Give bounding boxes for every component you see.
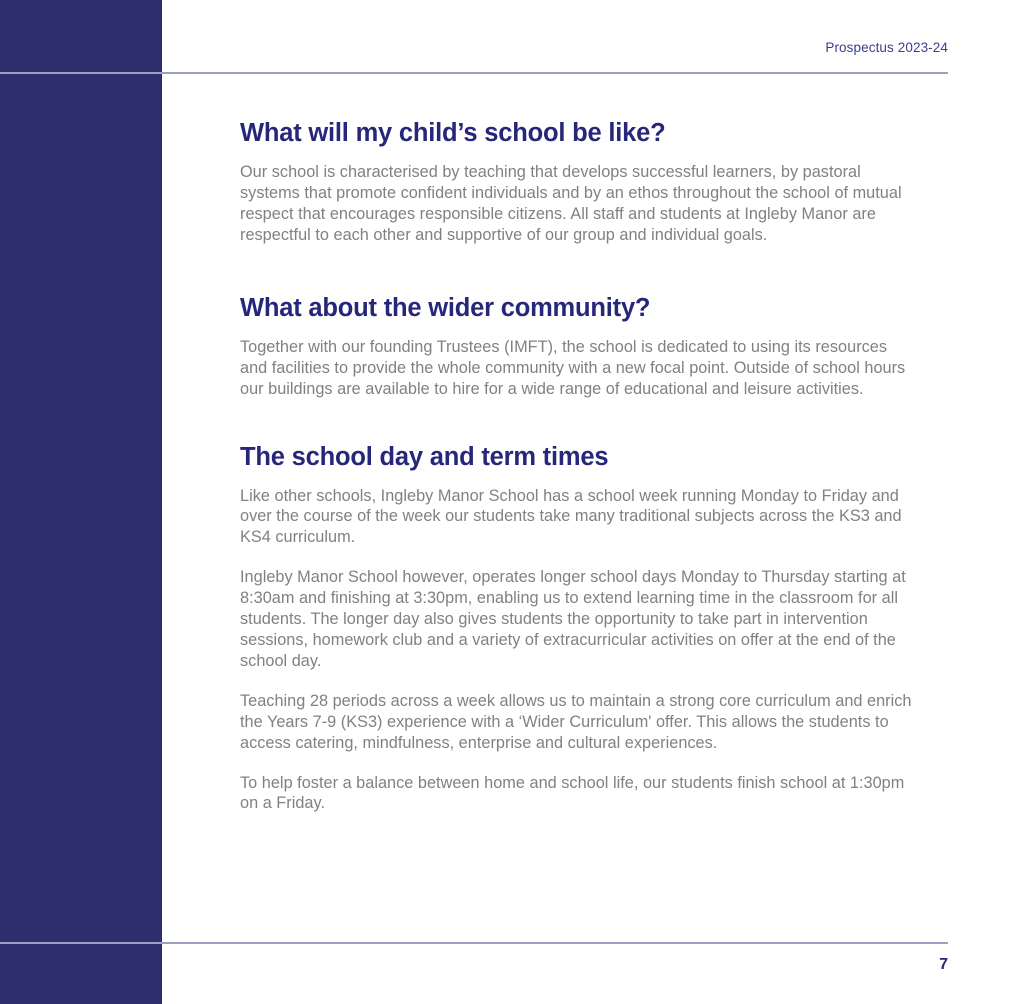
section-spacer [240,400,912,442]
section-spacer [240,246,912,293]
section-heading-school-day-term-times: The school day and term times [240,442,609,471]
footer-divider-rule [0,942,948,944]
section-paragraph: Our school is characterised by teaching that develops successful learners, by pastoral systems that promote confident individuals and by an ethos throughout the school of mutual respect that encourages responsible citizens. All staff and students at Ingleby Manor are respectful to each other and supportive of our group and individual goals. [240,163,902,244]
section-paragraph: Like other schools, Ingleby Manor School has a school week running Monday to Friday and over the course of the week our students take many traditional subjects across the KS3 and KS4 curriculum. [240,486,902,547]
page-number: 7 [939,956,948,973]
section-paragraph: To help foster a balance between home and school life, our students finish school at 1:30pm on a Friday. [240,773,905,813]
section-paragraph: Together with our founding Trustees (IMFT), the school is dedicated to using its resources and facilities to provide the whole community with a new focal point. Outside of school hours our buildings are available to hire for a wide range of educational and leisure activities. [240,337,906,398]
section-paragraph: Teaching 28 periods across a week allows us to maintain a strong core curriculum and enrich the Years 7-9 (KS3) experience with a ‘Wider Curriculum' offer. This allows the students to access catering, mindfulness, enterprise and cultural experiences. [240,691,912,752]
section-child-school [240,118,912,246]
section-wider-community [240,293,912,400]
section-heading-child-school: What will my child’s school be like? [240,119,666,147]
decorative-navy-band [0,0,162,1004]
section-school-day-term-times [240,442,912,815]
header-divider-rule [0,72,948,74]
running-header: Prospectus 2023-24 [825,40,948,55]
page-content [240,118,912,814]
section-paragraph: Ingleby Manor School however, operates longer school days Monday to Thursday starting at 8:30am and finishing at 3:30pm, enabling us to extend learning time in the classroom for all students. The longer day also gives students the opportunity to take part in intervention sessions, homework club and a variety of extracurricular activities on offer at the end of the school day. [240,568,906,670]
section-heading-wider-community: What about the wider community? [240,293,651,322]
